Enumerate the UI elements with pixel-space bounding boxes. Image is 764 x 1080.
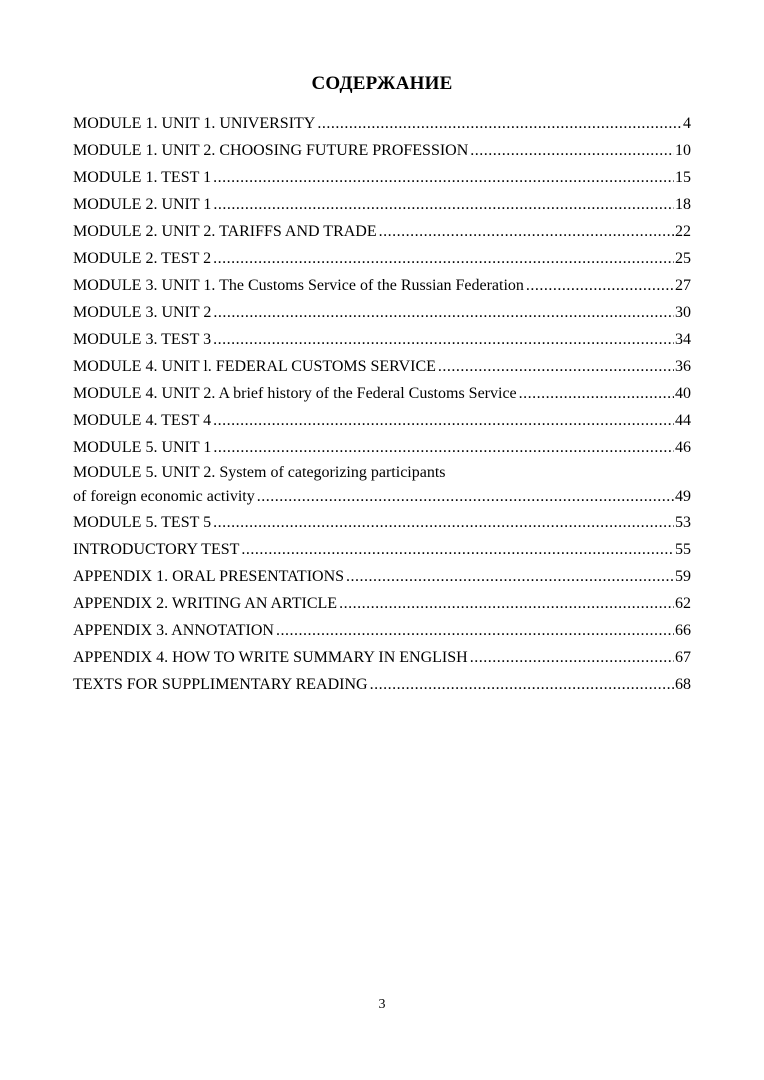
toc-entry-page: 53 xyxy=(675,514,691,531)
toc-entry-module4-unit1[interactable] xyxy=(73,353,691,380)
toc-entry-page: 30 xyxy=(675,304,691,321)
toc-entry-module2-unit2[interactable] xyxy=(73,218,691,245)
toc-entry-title: MODULE 3. TEST 3 xyxy=(73,331,212,348)
toc-entry-title: MODULE 1. UNIT 2. CHOOSING FUTURE PROFESSION xyxy=(73,142,469,159)
toc-entry-title: MODULE 1. TEST 1 xyxy=(73,169,212,186)
toc-entry-title-continued: of foreign economic activity xyxy=(73,488,255,505)
dot-leader xyxy=(213,299,674,326)
toc-entry-appendix3[interactable] xyxy=(73,617,691,644)
toc-entry-supplementary-reading[interactable] xyxy=(73,671,691,698)
toc-entry-page: 27 xyxy=(675,277,691,294)
toc-entry-page: 40 xyxy=(675,385,691,402)
dot-leader xyxy=(257,484,674,509)
toc-entry-title: MODULE 2. UNIT 2. TARIFFS AND TRADE xyxy=(73,223,377,240)
toc-entry-module1-unit1[interactable] xyxy=(73,110,691,137)
toc-entry-title: MODULE 4. TEST 4 xyxy=(73,412,212,429)
dot-leader xyxy=(519,380,674,407)
toc-entry-title: MODULE 4. UNIT 2. A brief history of the Federal Customs Service xyxy=(73,385,517,402)
dot-leader xyxy=(339,590,674,617)
toc-entry-title: MODULE 2. TEST 2 xyxy=(73,250,212,267)
dot-leader xyxy=(346,563,674,590)
toc-entry-page: 66 xyxy=(675,622,691,639)
toc-entry-appendix2[interactable] xyxy=(73,590,691,617)
toc-entry-title: MODULE 3. UNIT 2 xyxy=(73,304,212,321)
dot-leader xyxy=(241,536,674,563)
dot-leader xyxy=(213,407,674,434)
dot-leader xyxy=(213,245,674,272)
toc-entry-page: 4 xyxy=(683,115,691,132)
toc-entry-module4-test4[interactable] xyxy=(73,407,691,434)
toc-entry-page: 44 xyxy=(675,412,691,429)
toc-entry-title: TEXTS FOR SUPPLIMENTARY READING xyxy=(73,676,368,693)
toc-entry-page: 68 xyxy=(675,676,691,693)
dot-leader xyxy=(370,671,674,698)
toc-entry-title: MODULE 4. UNIT l. FEDERAL CUSTOMS SERVICE xyxy=(73,358,436,375)
toc-entry-title: MODULE 5. UNIT 1 xyxy=(73,439,212,456)
toc-entry-page: 15 xyxy=(675,169,691,186)
page-title: СОДЕРЖАНИЕ xyxy=(311,73,453,94)
toc-entry-module3-unit2[interactable] xyxy=(73,299,691,326)
toc-entry-appendix1[interactable] xyxy=(73,563,691,590)
toc-entry-title: APPENDIX 3. ANNOTATION xyxy=(73,622,274,639)
toc-entry-title: APPENDIX 1. ORAL PRESENTATIONS xyxy=(73,568,345,585)
toc-entry-continuation xyxy=(73,484,691,509)
toc-entry-page: 46 xyxy=(675,439,691,456)
toc-entry-module5-unit2[interactable] xyxy=(73,461,691,509)
toc-entry-title: MODULE 1. UNIT 1. UNIVERSITY xyxy=(73,115,316,132)
page-number: 3 xyxy=(378,997,386,1012)
toc-entry-title: MODULE 2. UNIT 1 xyxy=(73,196,212,213)
dot-leader xyxy=(470,644,674,671)
toc-entry-page: 59 xyxy=(675,568,691,585)
toc-entry-module3-unit1[interactable] xyxy=(73,272,691,299)
dot-leader xyxy=(438,353,674,380)
table-of-contents xyxy=(73,110,691,698)
toc-entry-page: 34 xyxy=(675,331,691,348)
toc-entry-page: 36 xyxy=(675,358,691,375)
toc-entry-module5-unit1[interactable] xyxy=(73,434,691,461)
toc-entry-module2-unit1[interactable] xyxy=(73,191,691,218)
dot-leader xyxy=(213,164,674,191)
dot-leader xyxy=(213,191,674,218)
toc-entry-title: MODULE 5. UNIT 2. System of categorizing participants xyxy=(73,464,446,481)
dot-leader xyxy=(470,137,674,164)
toc-entry-page: 25 xyxy=(675,250,691,267)
toc-entry-page: 67 xyxy=(675,649,691,666)
toc-entry-module4-unit2[interactable] xyxy=(73,380,691,407)
toc-entry-module3-test3[interactable] xyxy=(73,326,691,353)
toc-entry-title: MODULE 5. TEST 5 xyxy=(73,514,212,531)
toc-entry-module1-test1[interactable] xyxy=(73,164,691,191)
toc-entry-appendix4[interactable] xyxy=(73,644,691,671)
toc-entry-title: APPENDIX 2. WRITING AN ARTICLE xyxy=(73,595,338,612)
toc-entry-page: 18 xyxy=(675,196,691,213)
toc-entry-module2-test2[interactable] xyxy=(73,245,691,272)
toc-entry-page: 49 xyxy=(675,488,691,505)
toc-entry-module5-test5[interactable] xyxy=(73,509,691,536)
toc-entry-page: 62 xyxy=(675,595,691,612)
dot-leader xyxy=(379,218,674,245)
toc-entry-introductory-test[interactable] xyxy=(73,536,691,563)
toc-entry-title: INTRODUCTORY TEST xyxy=(73,541,240,558)
dot-leader xyxy=(526,272,674,299)
toc-entry-page: 22 xyxy=(675,223,691,240)
dot-leader xyxy=(213,326,674,353)
toc-entry-title: MODULE 3. UNIT 1. The Customs Service of the Russian Federation xyxy=(73,277,524,294)
toc-entry-title: APPENDIX 4. HOW TO WRITE SUMMARY IN ENGLISH xyxy=(73,649,468,666)
dot-leader xyxy=(317,110,682,137)
dot-leader xyxy=(276,617,674,644)
toc-entry-page: 10 xyxy=(675,142,691,159)
toc-entry-page: 55 xyxy=(675,541,691,558)
dot-leader xyxy=(213,434,674,461)
toc-entry-module1-unit2[interactable] xyxy=(73,137,691,164)
dot-leader xyxy=(213,509,674,536)
